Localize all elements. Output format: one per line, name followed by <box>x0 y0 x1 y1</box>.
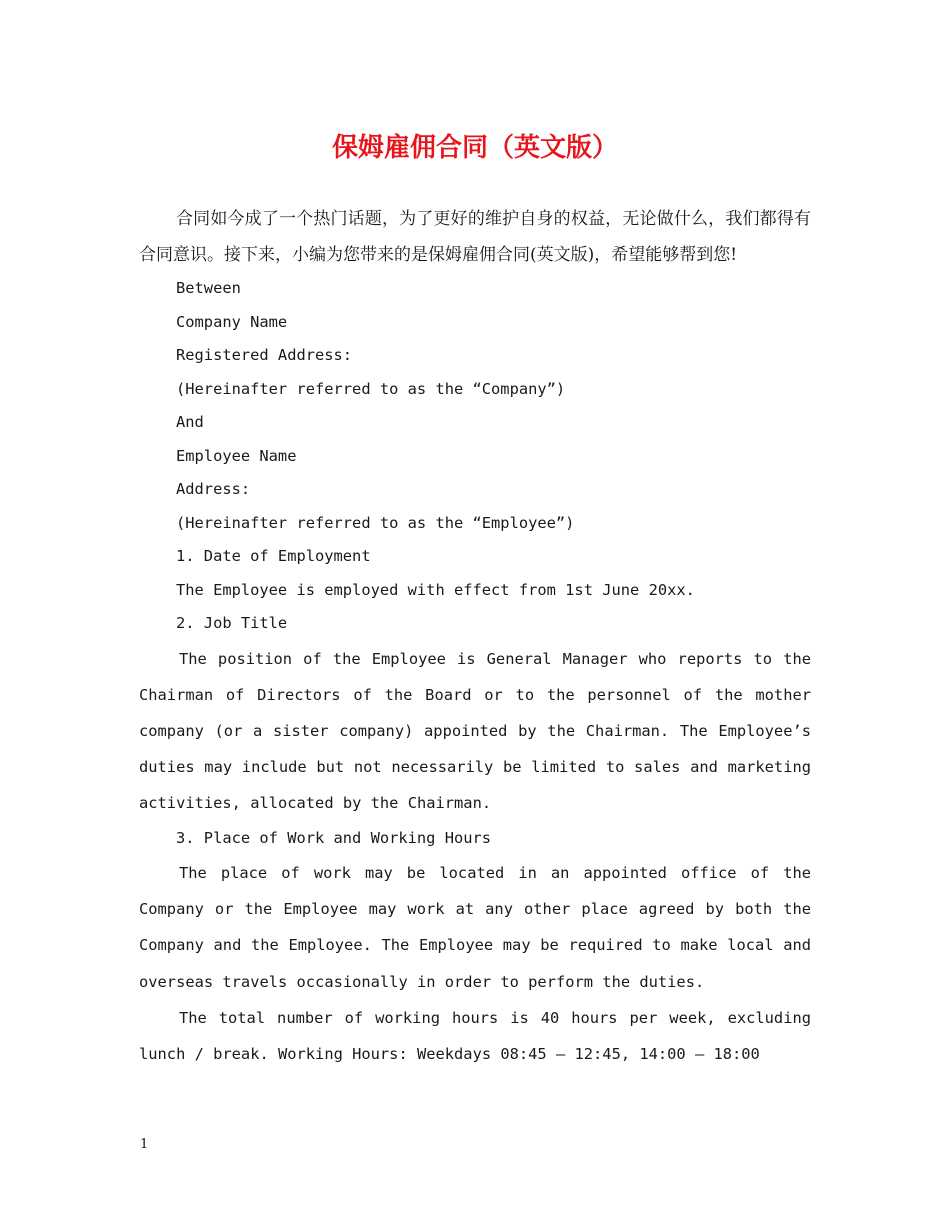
section-2-heading: 2. Job Title <box>176 614 288 632</box>
section-2-body: The position of the Employee is General Manager who reports to the Chairman of Directors of the Board or to the personnel of the mother company (or a sister company) appointed by the Chairman. The Employee’s duties may include but not necessarily be limited to sales and marketing activities, allocated by the Chairman. <box>139 649 811 813</box>
section-1-heading: 1. Date of Employment <box>176 547 371 565</box>
and-line: And <box>176 413 204 431</box>
section-3-body-2: The total number of working hours is 40 hours per week, excluding lunch / break. Working Hours: Weekdays 08:45 – 12:45, 14:00 – 18:00 <box>139 1008 811 1064</box>
registered-address-line: Registered Address: <box>176 346 353 364</box>
section-3-body-1: The place of work may be located in an appointed office of the Company or the Employee may work at any other place agreed by both the Company and the Employee. The Employee may be required to make local and overseas travels occasionally in order to perform the duties. <box>139 864 811 991</box>
document-body <box>139 201 811 1072</box>
address-line: Address: <box>176 480 251 498</box>
section-1-text: The Employee is employed with effect from 1st June 20xx. <box>176 580 695 599</box>
employee-name-line: Employee Name <box>176 446 297 465</box>
section-3-heading: 3. Place of Work and Working Hours <box>176 828 492 847</box>
page-number: 1 <box>140 1137 149 1152</box>
document-title: 保姆雇佣合同（英文版） <box>331 133 618 163</box>
company-name-line: Company Name <box>176 312 288 331</box>
company-reference-line: (Hereinafter referred to as the “Company”) <box>176 379 566 398</box>
between-line: Between <box>176 279 241 297</box>
intro-paragraph: 合同如今成了一个热门话题，为了更好的维护自身的权益，无论做什么，我们都得有合同意识。接下来，小编为您带来的是保姆雇佣合同(英文版)，希望能够帮到您! <box>139 209 811 265</box>
employee-reference-line: (Hereinafter referred to as the “Employee”) <box>176 513 575 532</box>
